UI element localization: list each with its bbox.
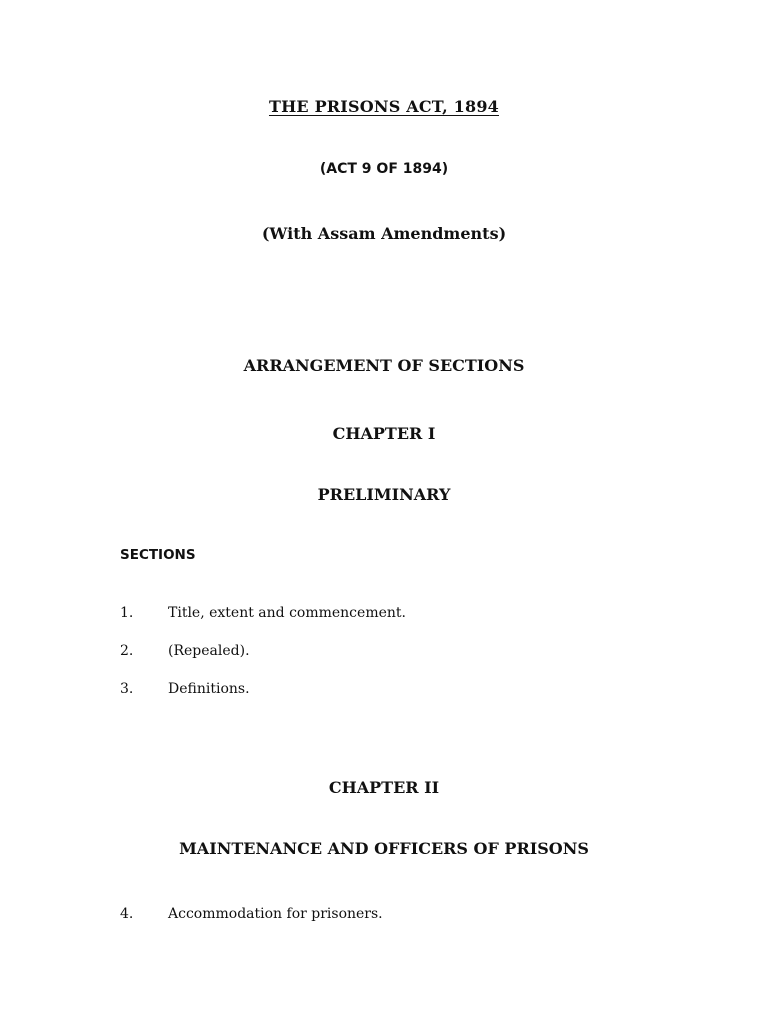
chapter-heading: CHAPTER II [328, 778, 440, 797]
section-number: 3. [120, 681, 134, 697]
chapter-heading: CHAPTER I [332, 424, 436, 443]
act-number: (ACT 9 OF 1894) [319, 161, 449, 177]
section-title: Definitions. [168, 681, 250, 697]
chapter-subheading: MAINTENANCE AND OFFICERS OF PRISONS [179, 839, 589, 858]
section-number: 1. [120, 605, 134, 621]
chapter-subheading: PRELIMINARY [317, 485, 451, 504]
document-title: THE PRISONS ACT, 1894 [268, 97, 499, 116]
section-number: 4. [120, 906, 134, 922]
section-title: Title, extent and commencement. [168, 605, 406, 621]
section-title: Accommodation for prisoners. [168, 906, 383, 922]
section-number: 2. [120, 643, 134, 659]
amendments-note: (With Assam Amendments) [261, 224, 507, 243]
section-title: (Repealed). [168, 643, 250, 659]
arrangement-heading: ARRANGEMENT OF SECTIONS [243, 356, 525, 375]
sections-label: SECTIONS [120, 547, 196, 563]
